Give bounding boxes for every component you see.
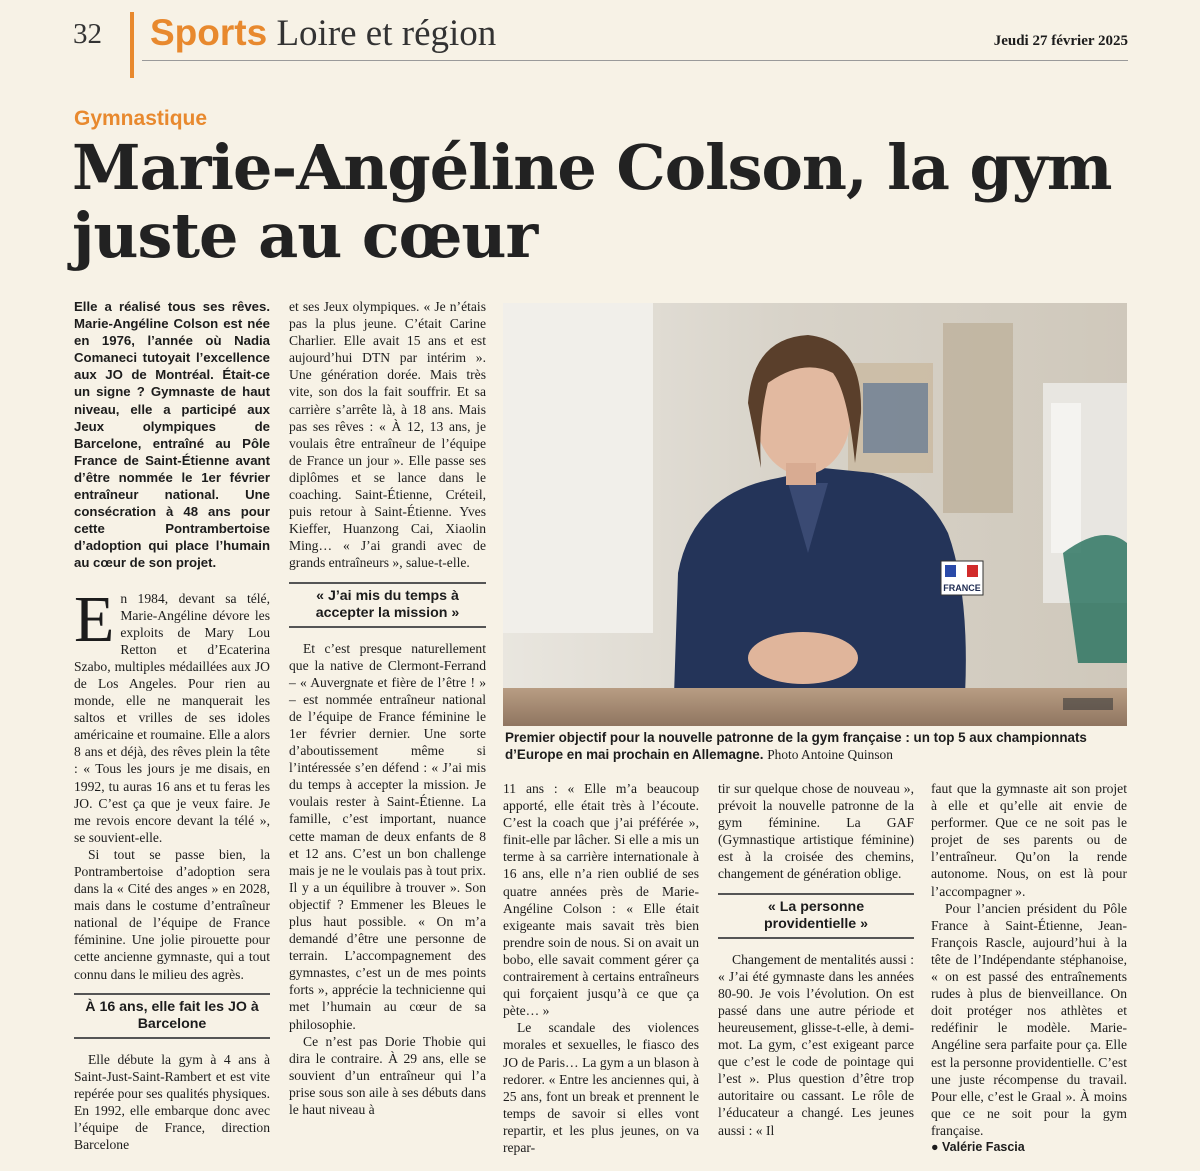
drop-cap: E	[74, 582, 115, 656]
header-rule	[142, 60, 1128, 61]
paragraph: Ce n’est pas Dorie Thobie qui dira le contraire. À 29 ans, elle se souvient d’un entraîneur qui l’a prise sous son aile à ses débuts dans le haut niveau à	[289, 1033, 486, 1118]
paragraph: et ses Jeux olympiques. « Je n’étais pas la plus jeune. C’était Carine Charlier. Elle avait 15 ans et est aujourd’hui DTN par intérim ». Une génération dorée. Mais très vite, son dos la fait souffrir. Et sa carrière s’arrête là, à 18 ans. Mais pas ses rêves : « À 12, 13 ans, je voulais être entraîneur de l’équipe de France un jour ». Elle passe ses diplômes et se lance dans le coaching. Saint-Étienne, Créteil, puis retour à Saint-Étienne. Yves Kieffer, Huanzong Cai, Xiaolin Ming… « J’ai grandi avec de grands entraîneurs », salue-t-elle.	[289, 299, 486, 571]
paragraph: Elle débute la gym à 4 ans à Saint-Just-Saint-Rambert et est vite repérée pour ses qualités physiques. En 1992, elle embarque donc avec l’équipe de France, direction Barcelone	[74, 1051, 270, 1153]
caption-text: Premier objectif pour la nouvelle patronne de la gym française : un top 5 aux championnats d’Europe en mai prochain en Allemagne.	[505, 730, 1087, 762]
article-kicker: Gymnastique	[74, 107, 208, 130]
section-rubric	[150, 12, 496, 55]
article-headline: Marie-Angéline Colson, la gym juste au cœur	[72, 131, 1112, 273]
article-photo	[503, 303, 1127, 726]
column-5	[931, 780, 1127, 1156]
intertitle: À 16 ans, elle fait les JO à Barcelone	[74, 993, 270, 1039]
section-label: Sports	[150, 12, 268, 53]
paragraph: 11 ans : « Elle m’a beaucoup apporté, elle était très à l’écoute. C’est la coach que j’ai préférée », finit-elle par lâcher. Si elle a mis un terme à sa carrière internationale à 16 ans, elle n’a rien oublié de ses quatre années près de Marie-Angéline Colson : « Elle était exigeante mais savait très bien prendre soin de nous. Si on avait un bobo, elle savait comment gérer ça contrairement à certains entraîneurs qui forçaient jusqu’à ce que ça pète… »	[503, 781, 699, 1019]
column-1	[74, 298, 270, 1153]
jacket-badge-text: FRANCE	[943, 583, 981, 593]
paragraph: Changement de mentalités aussi : « J’ai été gymnaste dans les années 80-90. Je vois l’évolution. On est passé dans une autre période et heureusement, glisse-t-elle, à demi-mot. La gym, c’est exigeant parce que c’est le code de pointage qui l’est ». Plus question d’être trop autoritaire ou cassant. Le rôle de l’éducateur a changé. Les jeunes aussi : « Il	[718, 951, 914, 1138]
photo-caption	[505, 730, 1127, 763]
header-divider	[130, 12, 134, 78]
article-chapo: Elle a réalisé tous ses rêves. Marie-Angéline Colson est née en 1976, l’année où Nadia Comaneci tutoyait l’excellence aux JO de Montréal. Était-ce un signe ? Gymnaste de haut niveau, elle a participé aux Jeux olympiques de Barcelone, entraîné au Pôle France de Saint-Étienne avant d’être nommée le 1er février entraîneur national. Une consécration à 48 ans pour cette Pontrambertoise d’adoption qui place l’humain au cœur de son projet.	[74, 299, 270, 571]
author-signature: ● Valérie Fascia	[931, 1139, 1025, 1154]
paragraph: Si tout se passe bien, la Pontrambertoise d’adoption sera dans la « Cité des anges » en 2028, mais dans le costume d’entraîneur national de l’équipe de France féminine. Une jolie pirouette pour cette ancienne gymnaste, qui a tout connu dans le milieu des agrès.	[74, 846, 270, 982]
subsection-label: Loire et région	[276, 13, 497, 54]
photo-credit: Photo Antoine Quinson	[767, 746, 893, 762]
paragraph: tir sur quelque chose de nouveau », prévoit la nouvelle patronne de la gym féminine. La GAF (Gymnastique artistique féminine) est à la croisée des chemins, changement de génération oblige.	[718, 781, 914, 882]
intertitle: « La personne providentielle »	[718, 893, 914, 939]
paragraph: faut que la gymnaste ait son projet à elle et qu’elle ait envie de performer. Que ce ne soit pas le projet de ses parents ou de l’entraîneur. Qu’on la rende autonome. Nous, on est là pour l’accompagner ».	[931, 781, 1127, 899]
portrait-illustration	[503, 303, 1127, 726]
column-2	[289, 298, 486, 1118]
paragraph: Et c’est presque naturellement que la native de Clermont-Ferrand – « Auvergnate et fière de l’être ! » – est nommée entraîneur national de l’équipe de France féminine le 1er février dernier. Une sorte d’aboutissement même si l’intéressée s’en défend : « J’ai mis du temps à accepter la mission. Je voulais rester à Saint-Étienne. La famille, c’est important, nuance cette maman de deux enfants de 8 et 12 ans. C’est un bon challenge mais je ne le voulais pas à tout prix. Il y a un équilibre à trouver ». Son objectif ? Emmener les Bleues le plus haut possible. « On m’a demandé d’être une personne de terrain. L’accompagnement des gymnastes, c’est un de mes points forts », apprécie la technicienne qui met l’humain au cœur de sa philosophie.	[289, 640, 486, 1032]
intertitle: « J’ai mis du temps à accepter la mission »	[289, 582, 486, 628]
paragraph: Pour l’ancien président du Pôle France à Saint-Étienne, Jean-François Rascle, aujourd’hui à la tête de l’Indépendante stéphanoise, « on est passé des entraînements rudes à plus de bienveillance. On doit protéger nos athlètes et redéfinir le modèle. Marie-Angéline sera parfaite pour ça. Elle est la personne providentielle. C’est une juste récompense du travail. Pour elle, c’est le Graal ». À moins que ce ne soit pour la gym française.	[931, 900, 1127, 1138]
paragraph: Le scandale des violences morales et sexuelles, le fiasco des JO de Paris… La gym a un blason à redorer. « Entre les anciennes qui, à 25 ans, font un break et prennent le temps de savoir si elles vont repartir, et les plus jeunes, on va repar-	[503, 1020, 699, 1155]
column-4	[718, 780, 914, 1139]
page-number: 32	[73, 18, 102, 50]
paragraph: En 1984, devant sa télé, Marie-Angéline dévore les exploits de Mary Lou Retton et d’Ecaterina Szabo, multiples médaillées aux JO de Los Angeles. Pour rien au monde, elle ne manquerait les saltos et vrilles de ses idoles américaine et roumaine. Elle a alors 8 ans et déjà, des rêves plein la tête : « Tous les jours je me disais, en 1992, tu auras 16 ans et tu feras les JO. C’est ça que je veux faire. Je me revois encore devant la télé », se souvient-elle.	[74, 582, 270, 845]
issue-date: Jeudi 27 février 2025	[993, 33, 1128, 49]
column-3	[503, 780, 699, 1156]
